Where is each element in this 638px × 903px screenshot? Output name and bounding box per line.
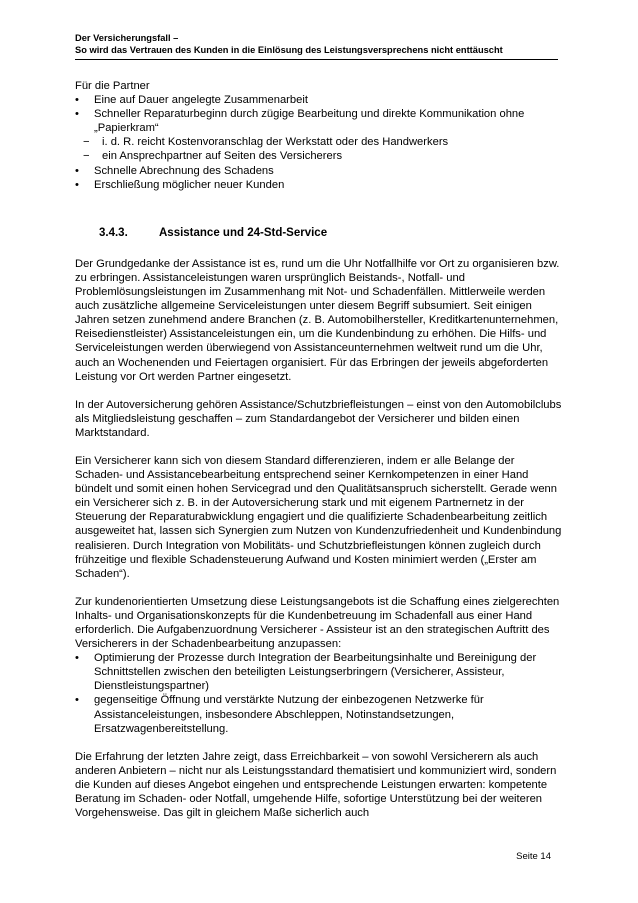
list-item-text: Schnelle Abrechnung des Schadens: [94, 164, 274, 177]
partner-bullet-list: [75, 93, 565, 192]
bullet-icon: •: [75, 652, 79, 665]
list-item-text: Schneller Reparaturbeginn durch zügige Bearbeitung und direkte Kommunikation ohne „Papierkram“: [94, 108, 525, 135]
partner-block-title: Für die Partner: [75, 80, 150, 92]
list-item-text: Erschließung möglicher neuer Kunden: [94, 178, 285, 191]
page-number: Seite 14: [516, 851, 551, 862]
paragraph: Zur kundenorientierten Umsetzung diese Leistungsangebots ist die Schaffung eines zielgerechten Inhalts- und Organisationskonzepts für die Kundenbetreuung im Schadenfall aus einer Hand erforderlich. Die Aufgabenzuordnung Versicherer - Assisteur ist an den strategischen Auftritt des Versicherers in der Schadenbearbeitung anzupassen:: [75, 595, 560, 651]
running-header: [75, 32, 558, 60]
list-item: [75, 107, 565, 163]
section-title: Assistance und 24-Std-Service: [159, 226, 328, 239]
bullet-icon: •: [75, 178, 79, 191]
header-line-1: Der Versicherungsfall –: [75, 33, 179, 43]
sub-list-item-text: i. d. R. reicht Kostenvoranschlag der Werkstatt oder des Handwerkers: [102, 136, 449, 149]
header-line-2: So wird das Vertrauen des Kunden in die Einlösung des Leistungsversprechens nicht enttäuscht: [75, 45, 503, 55]
bullet-icon: •: [75, 108, 79, 121]
paragraph: Der Grundgedanke der Assistance ist es, rund um die Uhr Notfallhilfe vor Ort zu organisieren bzw. zu erbringen. Assistanceleistungen waren ursprünglich Beistands-, Notfall- und Problemlösungsleistungen im Zusammenhang mit Not- und Schadenfällen. Mittlerweile werden auch zusätzliche allgemeine Serviceleistungen unter diesem Begriff subsumiert. Seit einigen Jahren setzen zunehmend andere Branchen (z. B. Automobilhersteller, Kreditkartenunternehmen, Reisedienstleister) Assistanceleistungen ein, um die Kundenbindung zu erhöhen. Die Hilfs- und Serviceleistungen werden überwiegend von Assistanceunternehmen weltweit rund um die Uhr, auch an Wochenenden und Feiertagen organisiert. Für das Erbringen der jeweils abgeforderten Leistung vor Ort werden Partner eingesetzt.: [75, 257, 560, 383]
paragraph: Ein Versicherer kann sich von diesem Standard differenzieren, indem er alle Belange der Schaden- und Assistancebearbeitung entsprechend seiner Kernkompetenzen in einer Hand bündelt und somit einen hohen Servicegrad und den Qualitätsanspruch sicherstellt. Gerade wenn ein Versicherer sich z. B. in der Autoversicherung stark und mit eigenem Partnernetz in der Steuerung der Reparaturabwicklung engagiert und die qualifizierte Schadenbearbeitung zeitlich ausgeweitet hat, lassen sich Synergien zum Nutzen von Kundenzufriedenheit und Kundenbindung realisieren. Durch Integration von Mobilitäts- und Schutzbriefleistungen können zugleich durch frühzeitige und flexible Schadensteuerung Aufwand und Kosten minimiert werden („Erster am Schaden“).: [75, 454, 562, 580]
sub-list-item: [75, 149, 565, 163]
sub-list-item-text: ein Ansprechpartner auf Seiten des Versicherers: [102, 150, 343, 163]
sub-list-item: [75, 135, 565, 149]
page-content: [75, 79, 565, 820]
list-item: [75, 93, 565, 107]
bullet-icon: •: [75, 164, 79, 177]
paragraph: In der Autoversicherung gehören Assistance/Schutzbriefleistungen – einst von den Automobilclubs als Mitgliedsleistung geschaffen – zum Standardangebot der Versicherer und bilden einen Marktstandard.: [75, 398, 562, 439]
dash-icon: −: [83, 136, 90, 149]
measures-bullet-list: [75, 651, 565, 736]
list-item: [75, 164, 565, 178]
list-item-text: Optimierung der Prozesse durch Integration der Bearbeitungsinhalte und Bereinigung der Schnittstellen zwischen den beteiligten Leistungserbringern (Versicherer, Assisteur, Dienstleistungspartner): [94, 652, 537, 693]
section-heading: [75, 226, 565, 240]
dash-icon: −: [83, 150, 90, 163]
bullet-icon: •: [75, 94, 79, 107]
section-number: 3.4.3.: [99, 226, 128, 239]
list-item: [75, 178, 565, 192]
list-item-text: Eine auf Dauer angelegte Zusammenarbeit: [94, 94, 308, 107]
list-item-text: gegenseitige Öffnung und verstärkte Nutzung der einbezogenen Netzwerke für Assistanceleistungen, insbesondere Abschleppen, Notinstandsetzungen, Ersatzwagenbereitstellung.: [94, 694, 484, 735]
list-item: [75, 693, 565, 735]
sub-list: [75, 135, 565, 163]
list-item: [75, 651, 565, 693]
bullet-icon: •: [75, 694, 79, 707]
paragraph: Die Erfahrung der letzten Jahre zeigt, dass Erreichbarkeit – von sowohl Versicherern als auch anderen Anbietern – nicht nur als Leistungsstandard thematisiert und kommuniziert wird, sondern die Kunden auf dieses Angebot eingehen und entsprechende Leistungen erwarten: kompetente Beratung im Schaden- oder Notfall, umgehende Hilfe, sofortige Unterstützung bei der weiteren Vorgehensweise. Das gilt in gleichem Maße sicherlich auch: [75, 750, 557, 820]
